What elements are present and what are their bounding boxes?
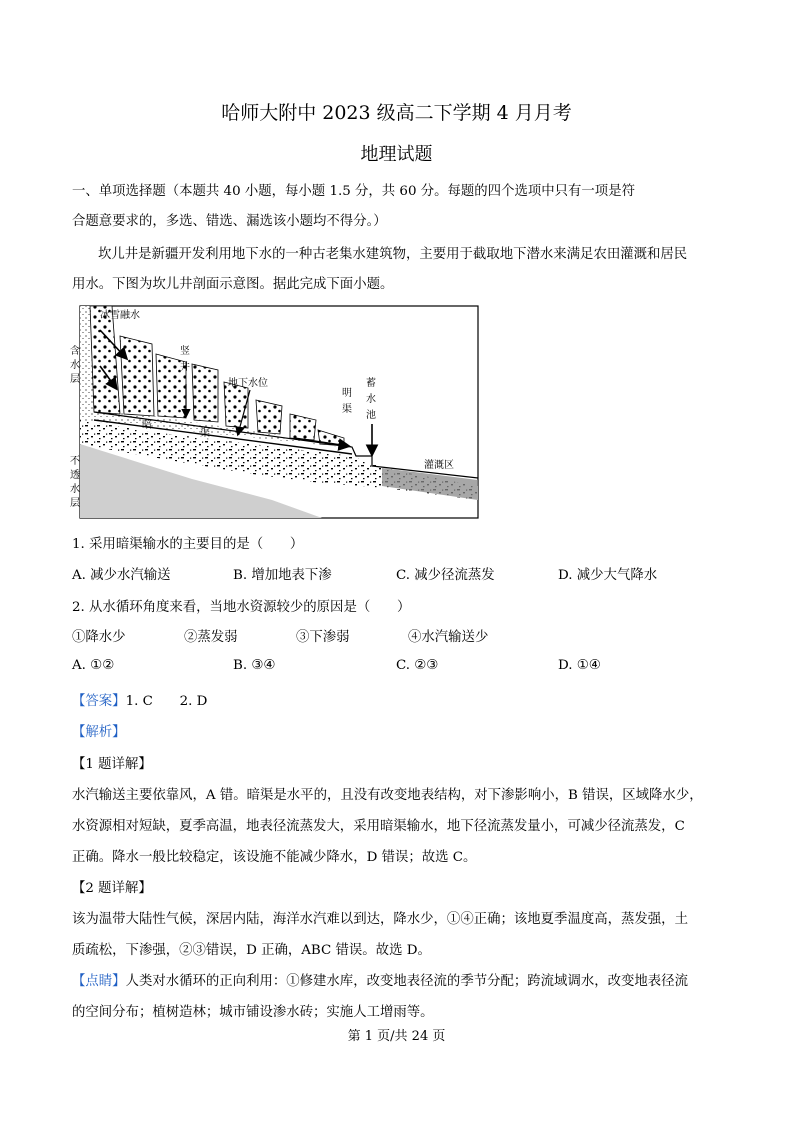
label-open-canal-2: 渠 (342, 404, 352, 415)
question-2-option-c: C. ②③ (396, 658, 439, 673)
label-dark-canal-2: 渠 (200, 428, 210, 439)
page-subtitle: 地理试题 (360, 144, 433, 165)
answer-label: 【答案】 (72, 694, 126, 709)
section-instructions-line-2: 合题意要求的，多选、错选、漏选该小题均不得分。） (72, 214, 387, 229)
question-2-item-3: ③下渗弱 (296, 630, 350, 645)
question-1-option-a: A. 减少水汽输送 (72, 568, 171, 583)
tip-line-1 (72, 970, 688, 989)
label-aquifer-3: 层 (70, 374, 80, 385)
question-1-option-b: B. 增加地表下渗 (233, 568, 332, 583)
tip-line-2: 的空间分布；植树造林；城市铺设渗水砖；实施人工增雨等。 (72, 1005, 434, 1020)
label-shaft-2: 井 (180, 362, 190, 373)
label-water-table: 地下水位 (228, 378, 268, 389)
question-2-option-a: A. ①② (72, 658, 115, 673)
label-impermeable-3: 水 (70, 484, 80, 495)
detail-1-line-3: 正确。降水一般比较稳定，该设施不能减少降水，D 错误；故选 C。 (72, 850, 477, 865)
label-reservoir-2: 水 (366, 394, 376, 405)
intro-line-1: 坎儿井是新疆开发利用地下水的一种古老集水建筑物，主要用于截取地下潜水来满足农田灌溉和居民 (98, 247, 688, 262)
label-impermeable-1: 不 (70, 456, 80, 467)
question-1-stem: 1. 采用暗渠输水的主要目的是（ ） (72, 537, 304, 552)
karez-cross-section-diagram (72, 304, 480, 520)
question-2-option-d: D. ①④ (558, 658, 601, 673)
page-title: 哈师大附中 2023 级高二下学期 4 月月考 (221, 102, 572, 124)
gravel-wedge-2 (120, 336, 154, 416)
label-aquifer-1: 含 (70, 346, 80, 357)
intro-line-2: 用水。下图为坎儿井剖面示意图。据此完成下面小题。 (72, 277, 394, 292)
tip-label: 【点睛】 (72, 974, 126, 989)
label-reservoir-1: 蓄 (366, 378, 376, 389)
question-2-item-2: ②蒸发弱 (184, 630, 238, 645)
gravel-wedge-4 (192, 364, 218, 422)
detail-1-line-1: 水汽输送主要依靠风，A 错。暗渠是水平的，且没有改变地表结构，对下渗影响小，B 错误，区域降水少， (72, 788, 703, 803)
answer-line (72, 690, 207, 709)
label-open-canal-1: 明 (342, 388, 352, 399)
page-footer: 第 1 页/共 24 页 (347, 1029, 446, 1044)
answer-text: 1. C 2. D (125, 694, 208, 709)
question-2-item-1: ①降水少 (72, 630, 126, 645)
label-aquifer-2: 水 (70, 360, 80, 371)
label-impermeable-4: 层 (70, 498, 80, 509)
label-dark-canal-1: 暗 (142, 420, 152, 431)
label-impermeable-2: 透 (70, 470, 80, 481)
detail-2-line-2: 质疏松，下渗强，②③错误，D 正确，ABC 错误。故选 D。 (72, 943, 431, 958)
detail-1-label: 【1 题详解】 (72, 757, 152, 772)
analysis-label: 【解析】 (72, 725, 126, 740)
label-shaft-1: 竖 (180, 346, 190, 357)
question-1-option-c: C. 减少径流蒸发 (396, 568, 495, 583)
question-1-option-d: D. 减少大气降水 (558, 568, 658, 583)
question-2-option-b: B. ③④ (233, 658, 276, 673)
tip-text-1: 人类对水循环的正向利用：①修建水库，改变地表径流的季节分配；跨流域调水，改变地表径流 (125, 974, 688, 989)
label-reservoir-3: 池 (366, 410, 376, 421)
gravel-wedge-6 (256, 400, 282, 434)
label-snowmelt: 冰雪融水 (100, 310, 140, 321)
section-instructions-line-1: 一、单项选择题（本题共 40 小题，每小题 1.5 分，共 60 分。每题的四个选项中只有一项是符 (72, 184, 635, 199)
detail-2-line-1: 该为温带大陆性气候，深居内陆，海洋水汽难以到达，降水少，①④正确；该地夏季温度高，蒸发强，土 (72, 912, 688, 927)
label-irrigation: 灌溉区 (424, 460, 454, 471)
detail-2-label: 【2 题详解】 (72, 881, 152, 896)
question-2-item-4: ④水汽输送少 (408, 630, 489, 645)
question-2-stem: 2. 从水循环角度来看，当地水资源较少的原因是（ ） (72, 600, 411, 615)
detail-1-line-2: 水资源相对短缺，夏季高温，地表径流蒸发大，采用暗渠输水，地下径流蒸发量小，可减少径流蒸发，C (72, 819, 685, 834)
